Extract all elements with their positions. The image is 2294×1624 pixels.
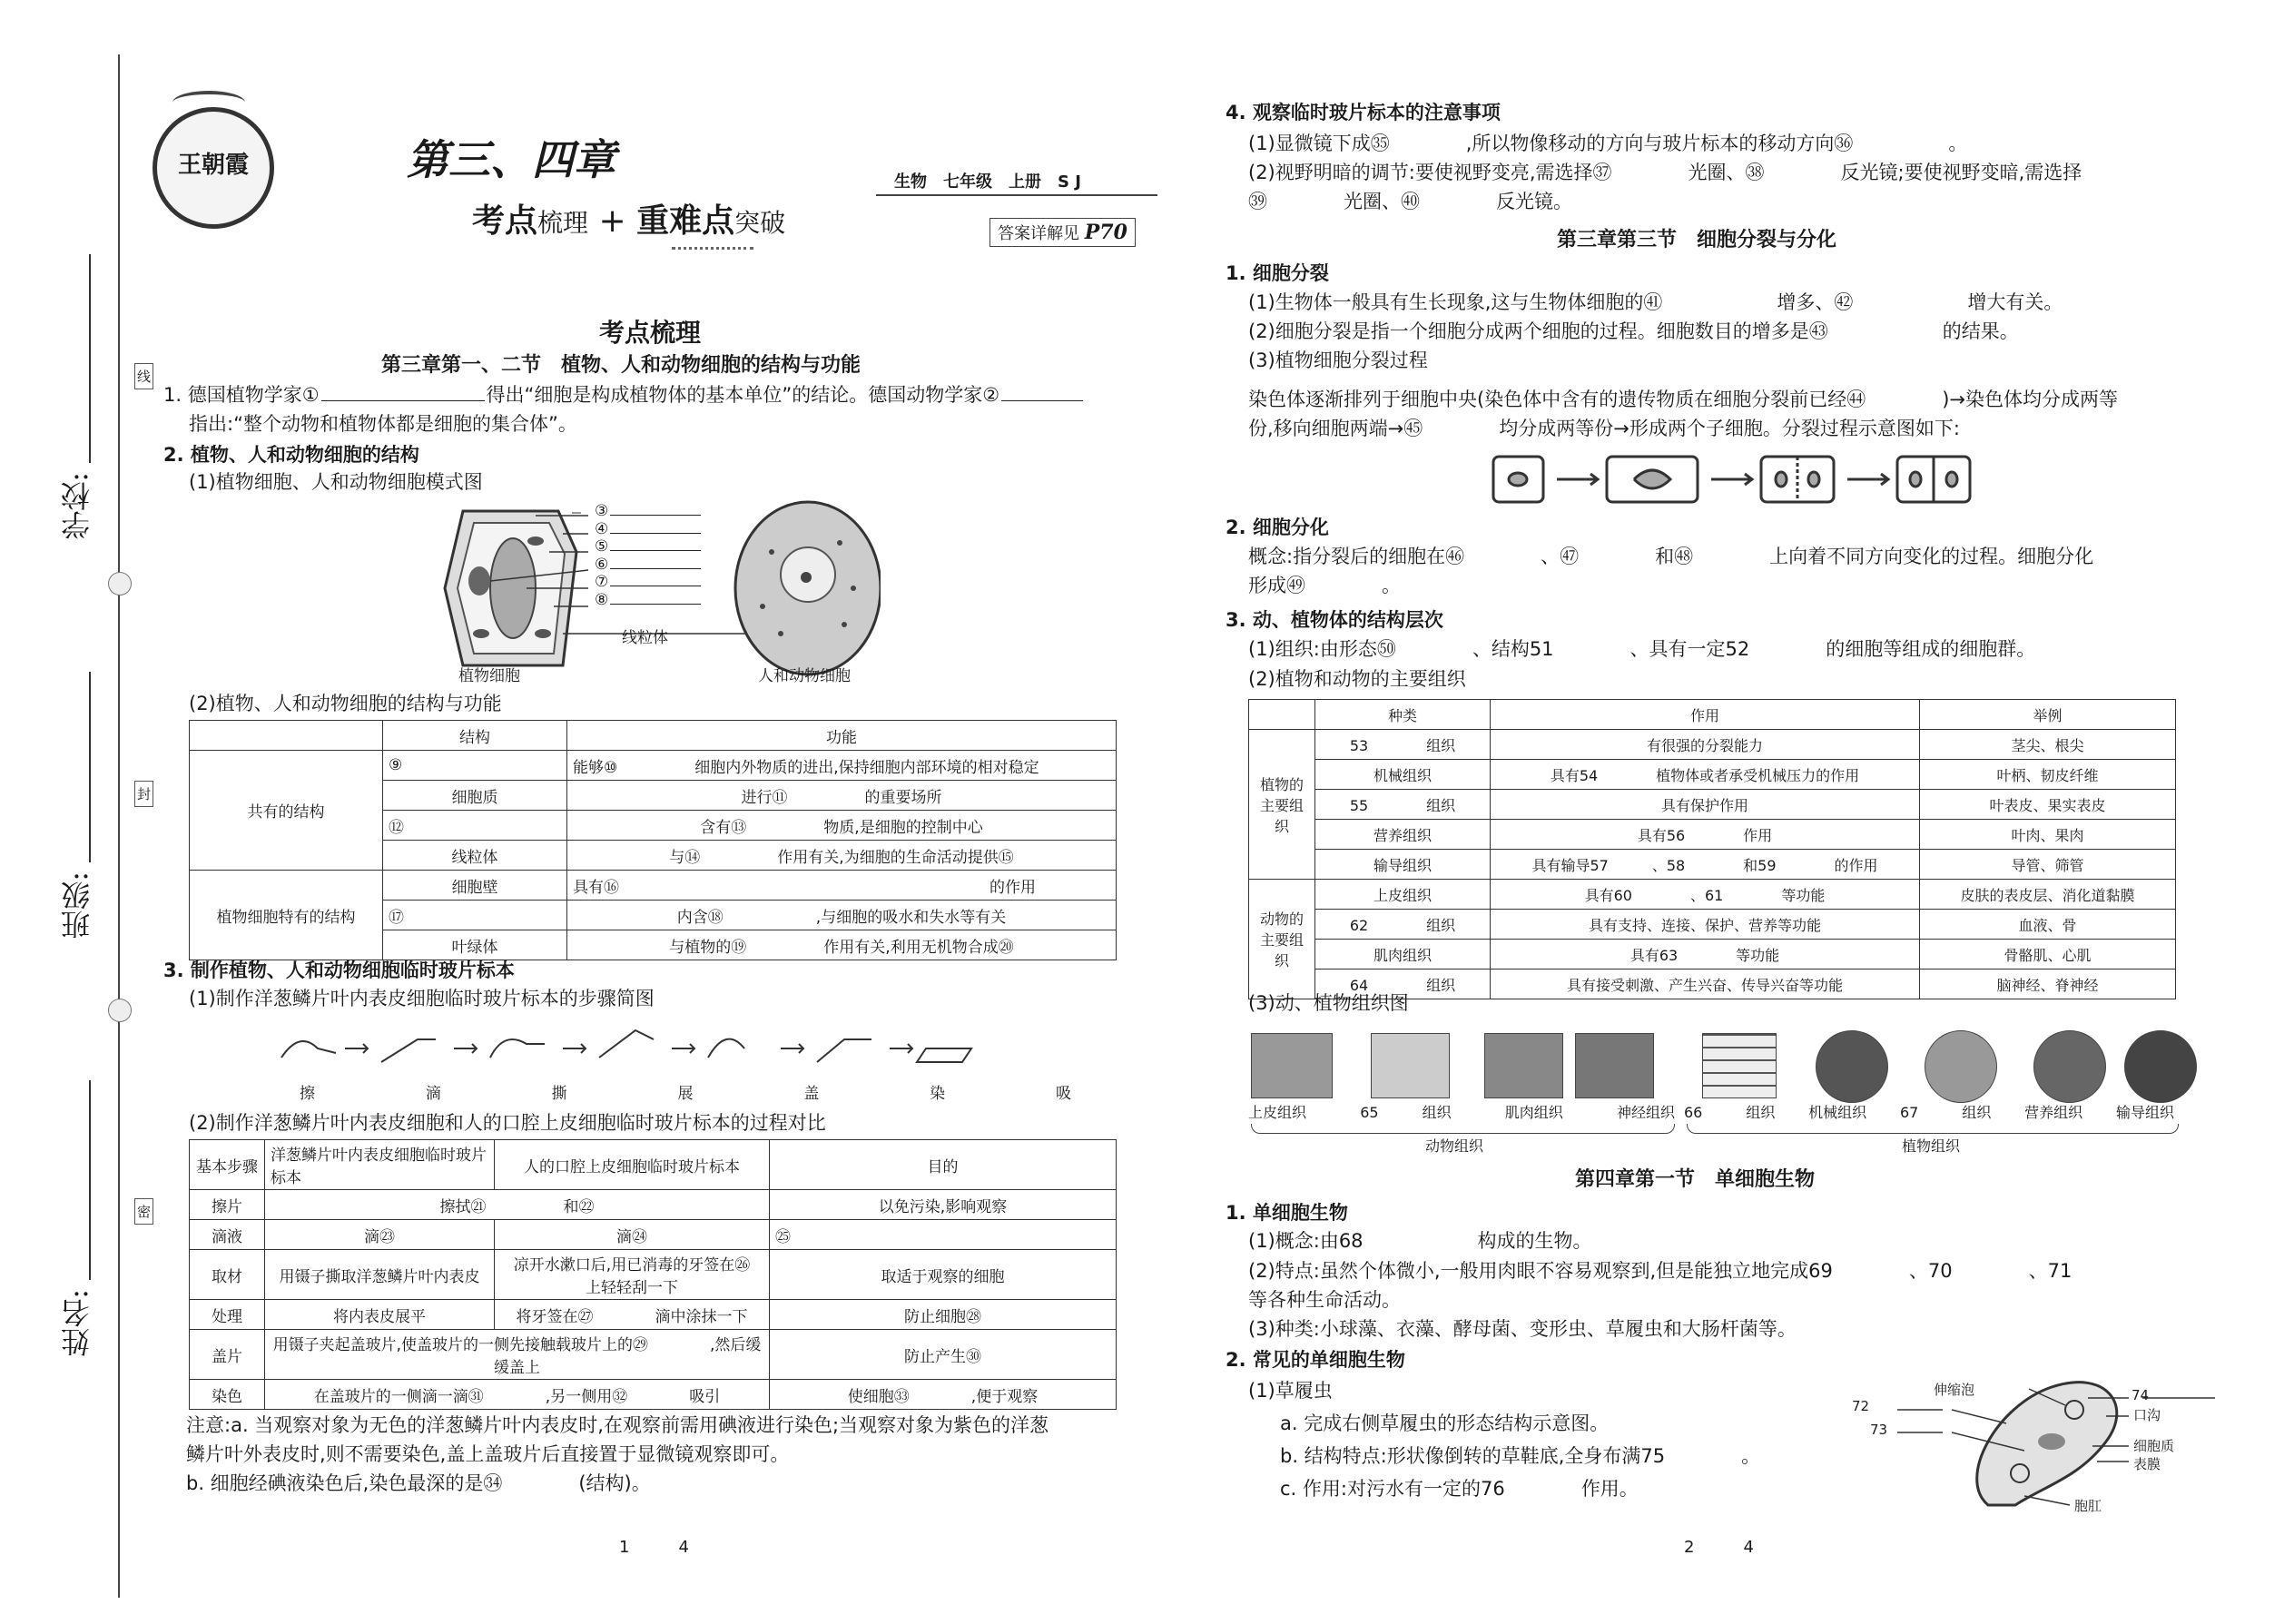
d2-sub-a: a. 完成右侧草履虫的形态结构示意图。 <box>1280 1412 1610 1434</box>
tissue-label: 机械组织 <box>1808 1104 1867 1121</box>
nutrient-tissue-image <box>2033 1030 2106 1103</box>
table-row: ⑰ 内含⑱ ,与细胞的吸水和失水等有关 <box>190 901 1117 930</box>
animal-group-label: 动物组织 <box>1425 1137 1484 1155</box>
blank-4[interactable] <box>610 522 701 534</box>
subtitle-plus: + <box>598 202 626 240</box>
tissue-label: 上皮组织 <box>1248 1104 1307 1121</box>
q1-text-a: 1. 德国植物学家① <box>163 384 320 406</box>
blank-2[interactable] <box>1001 382 1083 401</box>
cell-label-7: ⑦ <box>595 574 703 592</box>
section-title-3: 第四章第一节 单细胞生物 <box>1575 1168 1816 1191</box>
cell-label-6: ⑥ <box>595 556 703 575</box>
section-title-1: 第三章第一、二节 植物、人和动物细胞的结构与功能 <box>381 354 861 377</box>
d1-sub-3: 等各种生命活动。 <box>1248 1289 1401 1311</box>
unicellular-heading: 1. 单细胞生物 <box>1226 1202 1348 1224</box>
table-row: 染色 在盖玻片的一侧滴一滴㉛ ,另一侧用㉜ 吸引 使细胞㉝ ,便于观察 <box>190 1380 1117 1410</box>
blank-1[interactable] <box>321 382 485 401</box>
conducting-tissue-image <box>2124 1030 2197 1103</box>
d2-sub-1: (1)草履虫 <box>1248 1380 1333 1402</box>
binding-hole <box>108 999 132 1022</box>
question-1 <box>163 381 1085 408</box>
step-label: 擦 <box>300 1085 315 1103</box>
table-row: 共有的结构 ⑨ 能够⑩ 细胞内外物质的进出,保持细胞内部环境的相对稳定 <box>190 751 1117 781</box>
blank-8[interactable] <box>610 593 701 605</box>
section-title-2: 第三章第三节 细胞分裂与分化 <box>1557 229 1837 251</box>
cell-label-4: ④ <box>595 521 703 539</box>
q2-sub-2: (2)植物、人和动物细胞的结构与功能 <box>189 693 502 714</box>
binding-hole <box>108 572 132 595</box>
table-row: 55 组织 具有保护作用 叶表皮、果实表皮 <box>1249 790 2176 820</box>
tissue-label: 输导组织 <box>2115 1104 2174 1121</box>
label-73: 73 <box>1870 1422 1888 1438</box>
dot-decoration <box>672 247 753 253</box>
table-row: 64 组织 具有接受刺激、产生兴奋、传导兴奋等功能 脑神经、脊神经 <box>1249 969 2176 999</box>
q3-sub-1: (1)制作洋葱鳞片叶内表皮细胞临时玻片标本的步骤简图 <box>189 988 655 1009</box>
c1-sub-4: 染色体逐渐排列于细胞中央(染色体中含有的遗传物质在细胞分裂前已经㊹ )→染色体均分成两等 <box>1248 389 2118 410</box>
page-number-left: 1 4 <box>619 1538 689 1557</box>
header-rule <box>876 194 1157 196</box>
q2-sub-1: (1)植物细胞、人和动物细胞模式图 <box>189 471 483 493</box>
d2-sub-b: b. 结构特点:形状像倒转的草鞋底,全身布满75 。 <box>1280 1445 1761 1467</box>
section-subtitle <box>472 195 785 241</box>
c3-sub-3: (3)动、植物组织图 <box>1248 992 1409 1014</box>
table-row: 植物细胞特有的结构 细胞壁 具有⑯ 的作用 <box>190 871 1117 901</box>
cell-division-heading: 1. 细胞分裂 <box>1226 262 1329 284</box>
tissue-label: 66 组织 <box>1684 1104 1776 1121</box>
table-row: 输导组织 具有输导57 、58 和59 的作用 导管、筛管 <box>1249 850 2176 880</box>
step-label: 滴 <box>425 1085 441 1103</box>
table-row: ⑫ 含有⑬ 物质,是细胞的控制中心 <box>190 811 1117 841</box>
d1-sub-1: (1)概念:由68 构成的生物。 <box>1248 1230 1592 1252</box>
plant-nucleus <box>468 566 490 595</box>
c1-sub-3: (3)植物细胞分裂过程 <box>1248 349 1428 371</box>
answer-ref <box>989 218 1136 247</box>
note-a-1: 注意:a. 当观察对象为无色的洋葱鳞片叶内表皮时,在观察前需用碘液进行染色;当观察对象为紫色的洋葱 <box>186 1414 1049 1436</box>
note-a-2: 鳞片叶外表皮时,则不需要染色,盖上盖玻片后直接置于显微镜观察即可。 <box>186 1443 790 1465</box>
course-info: 生物 七年级 上册 S J <box>894 172 1081 192</box>
pellicle-label: 表膜 <box>2133 1456 2161 1472</box>
d1-sub-4: (3)种类:小球藻、衣藻、酵母菌、变形虫、草履虫和大肠杆菌等。 <box>1248 1318 1797 1340</box>
contractile-vacuole-label: 伸缩泡 <box>1934 1382 1975 1398</box>
c2-sub-2: 形成㊾ 。 <box>1248 575 1401 596</box>
table-row: 植物的主要组织 53 组织 有很强的分裂能力 茎尖、根尖 <box>1249 730 2176 760</box>
table-row: 线粒体 与⑭ 作用有关,为细胞的生命活动提供⑮ <box>190 841 1117 871</box>
logo-text: 王朝霞 <box>177 152 249 179</box>
subtitle-zhongnandian: 重难点 <box>636 202 735 240</box>
page-number-right: 2 4 <box>1684 1538 1754 1557</box>
table-row: 叶绿体 与植物的⑲ 作用有关,利用无机物合成⑳ <box>190 930 1117 960</box>
nerve-tissue-image <box>1575 1033 1654 1098</box>
table-row: 处理 将内表皮展平 将牙签在㉗ 滴中涂抹一下 防止细胞㉘ <box>190 1300 1117 1330</box>
step-label: 吸 <box>1055 1085 1071 1103</box>
question-4: 4. 观察临时玻片标本的注意事项 <box>1226 102 1501 123</box>
seal-mark-3: 密 <box>134 1198 153 1225</box>
note-b: b. 细胞经碘液染色后,染色最深的是㉞ (结构)。 <box>186 1472 651 1494</box>
steps-labels <box>300 1080 1071 1103</box>
school-field[interactable] <box>89 254 91 463</box>
blank-3[interactable] <box>610 504 701 516</box>
chloroplast <box>527 536 544 546</box>
chloroplast <box>473 629 489 638</box>
cell-label-5: ⑤ <box>595 538 703 556</box>
mito-label: 线粒体 <box>622 629 668 647</box>
paramecium-diagram <box>1870 1369 2233 1519</box>
c3-sub-2: (2)植物和动物的主要组织 <box>1248 668 1466 690</box>
tissue-table <box>1248 699 2176 999</box>
step-label: 盖 <box>803 1085 820 1103</box>
table-header-row: 种类 作用 举例 <box>1249 700 2176 730</box>
cell-label-8: ⑧ <box>595 592 703 610</box>
differentiation-heading: 2. 细胞分化 <box>1226 517 1329 538</box>
step-label: 撕 <box>551 1085 567 1103</box>
c2-sub-1: 概念:指分裂后的细胞在㊻ 、㊼ 和㊽ 上向着不同方向变化的过程。细胞分化 <box>1248 546 2094 567</box>
cell-structure-table <box>189 720 1117 960</box>
table-row: 动物的主要组织 上皮组织 具有60 、61 等功能 皮肤的表皮层、消化道黏膜 <box>1249 880 2176 910</box>
protective-tissue-image <box>1925 1030 1997 1103</box>
mechanical-tissue-image <box>1816 1030 1888 1103</box>
meristem-tissue-image <box>1702 1033 1777 1098</box>
slide-prep-table <box>189 1139 1117 1410</box>
name-field[interactable] <box>89 1080 91 1280</box>
table-row: 擦片 擦拭㉑ 和㉒ 以免污染,影响观察 <box>190 1190 1117 1220</box>
table-row: 62 组织 具有支持、连接、保护、营养等功能 血液、骨 <box>1249 910 2176 940</box>
binding-line <box>118 54 120 1598</box>
d2-sub-c: c. 作用:对污水有一定的76 作用。 <box>1280 1478 1639 1500</box>
subtitle-shuli: 梳理 <box>537 208 589 238</box>
animal-cell-caption: 人和动物细胞 <box>758 667 851 685</box>
c1-sub-2: (2)细胞分裂是指一个细胞分成两个细胞的过程。细胞数目的增多是㊸ 的结果。 <box>1248 320 2019 342</box>
chloroplast <box>535 629 551 638</box>
cell-label-3: ③ <box>595 503 703 521</box>
cytoplasm-label: 细胞质 <box>2133 1438 2175 1454</box>
animal-tissue-labels <box>1248 1101 1675 1122</box>
c1-sub-1: (1)生物体一般具有生长现象,这与生物体细胞的㊶ 增多、㊷ 增大有关。 <box>1248 291 2063 313</box>
blank-6[interactable] <box>610 557 701 569</box>
blank-7[interactable] <box>610 575 701 586</box>
c3-sub-1: (1)组织:由形态㊿ 、结构51 、具有一定52 的细胞等组成的细胞群。 <box>1248 638 2036 660</box>
table-header-row: 结构 功能 <box>190 721 1117 751</box>
cell-label-list <box>595 503 703 609</box>
subtitle-tupo: 突破 <box>734 208 786 238</box>
plant-group-label: 植物组织 <box>1902 1137 1961 1155</box>
plant-tissue-labels <box>1684 1101 2174 1122</box>
class-label: 班级: <box>60 871 94 940</box>
oral-groove-label: 口沟 <box>2133 1407 2161 1423</box>
blank-5[interactable] <box>610 539 701 551</box>
anal-pore-label: 胞肛 <box>2074 1498 2102 1514</box>
q4-sub-1: (1)显微镜下成㉟ ,所以物像移动的方向与玻片标本的移动方向㊱ 。 <box>1248 133 1968 154</box>
steps-diagram <box>272 1021 1026 1076</box>
step-label: 展 <box>677 1085 694 1103</box>
answer-ref-label: 答案详解见 <box>998 224 1079 243</box>
common-unicellular-heading: 2. 常见的单细胞生物 <box>1226 1349 1405 1371</box>
epithelial-tissue-image <box>1251 1033 1333 1098</box>
table-row: 滴液 滴㉓ 滴㉔ ㉕ <box>190 1220 1117 1250</box>
q3-sub-2: (2)制作洋葱鳞片叶内表皮细胞和人的口腔上皮细胞临时玻片标本的过程对比 <box>189 1112 826 1134</box>
tissue-label: 神经组织 <box>1616 1104 1675 1121</box>
chapter-title: 第三、四章 <box>407 135 615 184</box>
seal-mark-1: 线 <box>134 363 153 389</box>
crown-icon <box>172 91 245 114</box>
table-row: 盖片 用镊子夹起盖玻片,使盖玻片的一侧先接触载玻片上的㉙ ,然后缓缓盖上 防止产生㉚ <box>190 1330 1117 1380</box>
kaodian-heading: 考点梳理 <box>599 318 702 348</box>
label-74: 74 <box>2132 1387 2150 1403</box>
q1-text-c: 指出:“整个动物和植物体都是细胞的集合体”。 <box>189 413 577 435</box>
tissue-label: 肌肉组织 <box>1504 1104 1563 1121</box>
step-label: 染 <box>930 1085 946 1103</box>
tissue-label: 67 组织 <box>1899 1104 1992 1121</box>
hierarchy-heading: 3. 动、植物体的结构层次 <box>1226 609 1443 631</box>
connective-tissue-image <box>1371 1033 1450 1098</box>
subtitle-kaodian: 考点 <box>472 202 538 240</box>
table-row: 细胞质 进行⑪ 的重要场所 <box>190 781 1117 811</box>
muscle-tissue-image <box>1484 1033 1563 1098</box>
tissue-label: 营养组织 <box>2024 1104 2083 1121</box>
hand-step-1 <box>281 1041 336 1058</box>
c1-sub-5: 份,移向细胞两端→㊺ 均分成两等份→形成两个子细胞。分裂过程示意图如下: <box>1248 418 1960 439</box>
tissue-label: 65 组织 <box>1360 1104 1452 1121</box>
q1-text-b: 得出“细胞是构成植物体的基本单位”的结论。德国动物学家② <box>486 384 1000 406</box>
table-row: 取材 用镊子撕取洋葱鳞片叶内表皮 凉开水漱口后,用已消毒的牙签在㉖ 上轻轻刮一下 取适于观察的细胞 <box>190 1250 1117 1300</box>
question-3: 3. 制作植物、人和动物细胞临时玻片标本 <box>163 960 515 981</box>
question-2: 2. 植物、人和动物细胞的结构 <box>163 444 419 466</box>
school-label: 学校: <box>60 472 94 540</box>
table-row: 机械组织 具有54 植物体或者承受机械压力的作用 叶柄、韧皮纤维 <box>1249 760 2176 790</box>
q4-sub-2: (2)视野明暗的调节:要使视野变亮,需选择㊲ 光圈、㊳ 反光镜;要使视野变暗,需选择 <box>1248 162 2082 183</box>
seal-mark-2: 封 <box>134 781 153 807</box>
label-72: 72 <box>1852 1398 1870 1414</box>
q4-sub-3: ㊴ 光圈、㊵ 反光镜。 <box>1248 191 1572 212</box>
plant-cell-caption: 植物细胞 <box>458 667 520 685</box>
name-label: 姓名: <box>60 1289 94 1357</box>
table-row: 营养组织 具有56 作用 叶肉、果肉 <box>1249 820 2176 850</box>
d1-sub-2: (2)特点:虽然个体微小,一般用肉眼不容易观察到,但是能独立地完成69 、70 、71 <box>1248 1260 2072 1282</box>
plant-brace <box>1687 1124 2179 1134</box>
animal-brace <box>1251 1124 1675 1134</box>
table-row: 肌肉组织 具有63 等功能 骨骼肌、心肌 <box>1249 940 2176 969</box>
answer-ref-page: P70 <box>1084 221 1127 244</box>
table-header-row: 基本步骤 洋葱鳞片叶内表皮细胞临时玻片标本 人的口腔上皮细胞临时玻片标本 目的 <box>190 1140 1117 1190</box>
division-diagram <box>1489 452 1997 507</box>
brand-logo <box>153 107 274 229</box>
class-field[interactable] <box>89 672 91 862</box>
